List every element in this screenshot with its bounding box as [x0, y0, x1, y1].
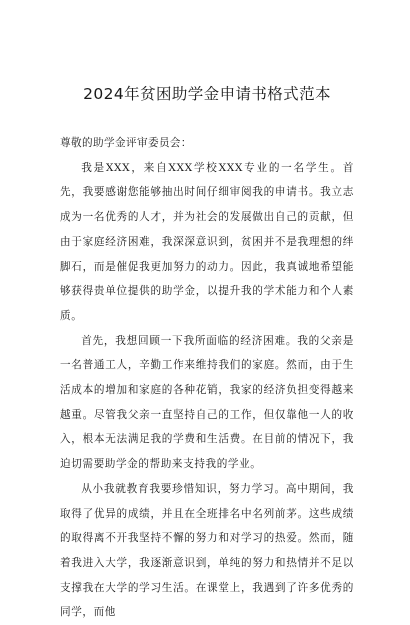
paragraph-intro: 我是XXX，来自XXX学校XXX专业的一名学生。首先，我要感谢您能够抽出时间仔细审阅我的申请书。我立志成为一名优秀的人才，并为社会的发展做出自己的贡献，但由于家庭经济困难，我深深意识到，贫困并不是我理想的绊脚石，而是催促我更加努力的动力。因此，我真诚地希望能够获得贵单位提供的助学金，以提升我的学术能力和个人素质。 — [60, 161, 354, 322]
salutation: 尊敬的助学金评审委员会： — [60, 137, 192, 149]
paragraph-academic-background: 从小我就教育我要珍惜知识，努力学习。高中期间，我取得了优异的成绩，并且在全班排名中名列前茅。这些成绩的取得离不开我坚持不懈的努力和对学习的热爱。然而，随着我进入大学，我逐渐意识到，单纯的努力和热情并不足以支撑我在大学的学习生活。在课堂上，我遇到了许多优秀的同学，而他 — [60, 482, 354, 619]
document-title: 2024年贫困助学金申请书格式范本 — [83, 85, 331, 103]
paragraph-financial-hardship: 首先，我想回顾一下我所面临的经济困难。我的父亲是一名普通工人，辛勤工作来维持我们的家庭。然而，由于生活成本的增加和家庭的各种花销，我家的经济负担变得越来越重。尽管我父亲一直坚持自己的工作，但仅靠他一人的收入，根本无法满足我的学费和生活费。在目前的情况下，我迫切需要助学金的帮助来支持我的学业。 — [60, 334, 354, 471]
